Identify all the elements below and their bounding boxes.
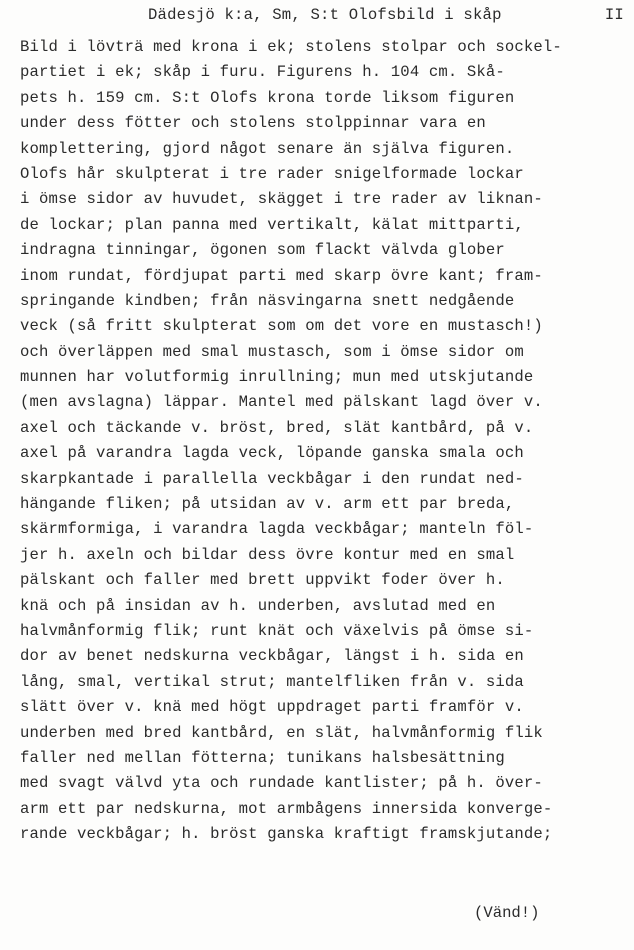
text-line: komplettering, gjord något senare än själva figuren. <box>20 139 515 158</box>
text-line: springande kindben; från näsvingarna snett nedgående <box>20 291 515 310</box>
text-line: indragna tinningar, ögonen som flackt välvda glober <box>20 241 505 260</box>
text-line: de lockar; plan panna med vertikalt, kälat mittparti, <box>20 215 524 234</box>
text-line: inom rundat, fördjupat parti med skarp övre kant; fram- <box>20 266 543 285</box>
text-line: slätt över v. knä med högt uppdraget parti framför v. <box>20 698 524 717</box>
text-line: (men avslagna) läppar. Mantel med pälskant lagd över v. <box>20 393 543 412</box>
body-text <box>20 35 630 848</box>
text-line: Bild i lövträ med krona i ek; stolens stolpar och sockel- <box>20 38 562 56</box>
text-line: hängande fliken; på utsidan av v. arm ett par breda, <box>20 495 515 514</box>
page-number: II <box>604 6 624 24</box>
text-line: knä och på insidan av h. underben, avslutad med en <box>20 596 496 615</box>
text-line: skärmformiga, i varandra lagda veckbågar; manteln föl- <box>20 520 534 539</box>
text-line: pälskant och faller med brett uppvikt foder över h. <box>20 571 505 590</box>
text-line: axel på varandra lagda veck, löpande ganska smala och <box>20 444 524 463</box>
text-line: med svagt välvd yta och rundade kantlister; på h. över- <box>20 774 543 793</box>
text-line: Olofs hår skulpterat i tre rader snigelformade lockar <box>20 164 524 183</box>
text-line: halvmånformig flik; runt knät och växelvis på ömse si- <box>20 621 534 640</box>
text-line: och överläppen med smal mustasch, som i ömse sidor om <box>20 342 524 361</box>
text-line: dor av benet nedskurna veckbågar, längst i h. sida en <box>20 647 524 666</box>
text-line: veck (så fritt skulpterat som om det vore en mustasch!) <box>20 317 543 336</box>
text-line: under dess fötter och stolens stolppinnar vara en <box>20 114 486 133</box>
text-line: pets h. 159 cm. S:t Olofs krona torde liksom figuren <box>20 88 515 107</box>
page-header <box>0 6 634 28</box>
text-line: lång, smal, vertikal strut; mantelfliken från v. sida <box>20 672 524 691</box>
text-line: jer h. axeln och bildar dess övre kontur med en smal <box>20 545 515 564</box>
turn-page-note: (Vänd!) <box>474 904 540 922</box>
text-line: skarpkantade i parallella veckbågar i den rundat ned- <box>20 469 524 488</box>
text-line: axel och täckande v. bröst, bred, slät kantbård, på v. <box>20 418 534 437</box>
text-line: arm ett par nedskurna, mot armbågens innersida konverge- <box>20 799 553 818</box>
text-line: munnen har volutformig inrullning; mun med utskjutande <box>20 368 534 387</box>
text-line: faller ned mellan fötterna; tunikans halsbesättning <box>20 748 505 767</box>
text-line: underben med bred kantbård, en slät, halvmånformig flik <box>20 723 543 742</box>
text-line: partiet i ek; skåp i furu. Figurens h. 104 cm. Skå- <box>20 63 505 82</box>
text-line: i ömse sidor av huvudet, skägget i tre rader av liknan- <box>20 190 543 209</box>
text-line: rande veckbågar; h. bröst ganska kraftigt framskjutande; <box>20 825 553 844</box>
header-title: Dädesjö k:a, Sm, S:t Olofsbild i skåp <box>148 6 502 24</box>
